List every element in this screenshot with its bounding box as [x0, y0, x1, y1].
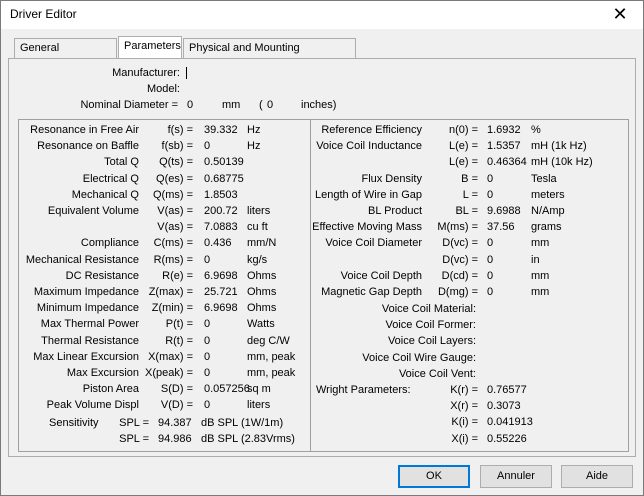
param-unit: kg/s — [247, 253, 268, 266]
param-value[interactable]: 7.0883 — [204, 221, 238, 234]
param-symbol: P(t) = — [165, 318, 193, 331]
param-symbol: S(D) = — [160, 383, 193, 396]
param-unit: % — [531, 124, 541, 136]
spl-symbol: SPL = — [119, 417, 149, 429]
window-title: Driver Editor — [10, 7, 77, 21]
nominal-diameter-mm-unit: mm — [222, 99, 241, 111]
param-symbol: R(ms) = — [153, 253, 193, 266]
param-label: Flux Density — [361, 172, 422, 185]
param-symbol: D(vc) = — [442, 237, 478, 250]
param-value[interactable]: 0.46364 — [487, 156, 527, 169]
param-unit: liters — [247, 399, 271, 412]
param-label: Total Q — [104, 156, 139, 169]
param-symbol: L(e) = — [448, 156, 478, 169]
param-label: BL Product — [367, 205, 422, 217]
param-symbol: Q(ms) = — [152, 188, 193, 201]
close-icon[interactable]: ✕ — [612, 4, 628, 24]
param-value[interactable]: 1.6932 — [487, 124, 521, 136]
help-button[interactable]: Aide — [561, 465, 633, 488]
param-value[interactable]: 6.9698 — [204, 269, 238, 282]
param-unit: deg C/W — [247, 334, 290, 347]
tab-physical-mounting[interactable]: Physical and Mounting — [183, 38, 356, 58]
param-value[interactable]: 0 — [204, 350, 211, 363]
spl-value[interactable]: 94.986 — [158, 433, 192, 445]
wright-parameters-label: Wright Parameters: — [316, 384, 411, 396]
param-unit: Watts — [247, 318, 275, 331]
param-unit: Hz — [247, 140, 261, 153]
param-label: Mechanical Resistance — [25, 253, 139, 266]
param-value[interactable]: 6.9698 — [204, 302, 238, 315]
param-label: Max Excursion — [66, 367, 139, 379]
wright-symbol: K(r) = — [450, 384, 478, 396]
wright-symbol: K(i) = — [451, 416, 478, 429]
param-value[interactable]: 25.721 — [204, 286, 238, 298]
param-value[interactable]: 200.72 — [204, 205, 238, 217]
param-unit: Tesla — [531, 172, 557, 185]
nominal-diameter-in-unit: inches) — [301, 99, 337, 111]
param-symbol: V(D) = — [160, 399, 193, 412]
nominal-diameter-label: Nominal Diameter = — [80, 99, 178, 111]
param-symbol: D(mg) = — [437, 286, 478, 298]
param-unit: in — [531, 253, 540, 266]
param-value[interactable]: 1.8503 — [204, 188, 238, 201]
param-value[interactable]: 0.68775 — [204, 172, 244, 185]
param-value[interactable]: 0.057256 — [204, 383, 250, 396]
param-symbol: D(cd) = — [441, 269, 478, 282]
param-symbol: Z(min) = — [151, 302, 193, 315]
wright-symbol: X(i) = — [451, 432, 478, 445]
param-symbol: n(0) = — [448, 124, 478, 136]
paren-open: ( — [259, 99, 263, 111]
param-symbol: V(as) = — [157, 205, 193, 217]
param-label: Equivalent Volume — [47, 205, 139, 217]
title-bar — [1, 1, 643, 29]
voice-coil-field-label: Voice Coil Wire Gauge: — [362, 351, 476, 364]
param-label: Piston Area — [82, 383, 139, 396]
param-unit: liters — [247, 205, 271, 217]
param-unit: meters — [531, 188, 565, 201]
param-unit: mm — [531, 269, 550, 282]
param-value[interactable]: 0 — [204, 399, 211, 412]
voice-coil-field-label: Voice Coil Material: — [381, 303, 476, 315]
param-symbol: f(s) = — [167, 124, 193, 136]
sensitivity-label: Sensitivity — [49, 417, 99, 429]
param-label: Compliance — [80, 237, 139, 250]
model-label: Model: — [146, 83, 180, 95]
param-value[interactable]: 0 — [204, 253, 211, 266]
param-symbol: D(vc) = — [442, 253, 478, 266]
param-unit: mH (1k Hz) — [531, 140, 587, 153]
param-symbol: L(e) = — [448, 140, 478, 153]
voice-coil-field-label: Voice Coil Vent: — [398, 367, 476, 380]
param-unit: mH (10k Hz) — [531, 156, 593, 169]
nominal-diameter-mm-value[interactable]: 0 — [187, 99, 194, 111]
param-value[interactable]: 0 — [204, 367, 211, 379]
param-symbol: Z(max) = — [148, 286, 193, 298]
param-unit: mm, peak — [247, 350, 296, 363]
param-value[interactable]: 0 — [487, 269, 494, 282]
param-unit: mm — [531, 237, 550, 250]
param-unit: sq m — [247, 383, 271, 396]
param-value[interactable]: 0 — [204, 334, 211, 347]
spl-unit: dB SPL (2.83Vrms) — [201, 433, 295, 445]
param-unit: mm/N — [247, 237, 277, 250]
param-value[interactable]: 9.6988 — [487, 205, 521, 217]
param-symbol: R(e) = — [162, 269, 193, 282]
param-label: Peak Volume Displ — [46, 399, 139, 412]
nominal-diameter-in-value[interactable]: 0 — [267, 99, 274, 111]
param-symbol: Q(es) = — [156, 172, 193, 185]
param-label: Minimum Impedance — [36, 302, 139, 315]
param-label: Resonance in Free Air — [30, 124, 139, 136]
param-label: Reference Efficiency — [321, 124, 422, 136]
param-symbol: V(as) = — [157, 221, 193, 234]
param-label: Max Linear Excursion — [33, 350, 139, 363]
param-symbol: X(peak) = — [145, 367, 193, 379]
param-label: Thermal Resistance — [41, 334, 139, 347]
spl-unit: dB SPL (1W/1m) — [201, 417, 284, 429]
wright-value[interactable]: 0.55226 — [487, 432, 527, 445]
param-symbol: M(ms) = — [437, 221, 478, 234]
param-label: Max Thermal Power — [40, 318, 139, 331]
param-symbol: BL = — [455, 205, 478, 217]
param-symbol: Q(ts) = — [159, 156, 193, 169]
param-value[interactable]: 0 — [204, 140, 211, 153]
param-value[interactable]: 1.5357 — [487, 140, 521, 153]
param-value[interactable]: 37.56 — [487, 221, 515, 234]
param-unit: Hz — [247, 124, 261, 136]
voice-coil-field-label: Voice Coil Former: — [385, 319, 476, 332]
param-value[interactable]: 0.436 — [204, 237, 232, 250]
param-value[interactable]: 0 — [487, 188, 494, 201]
param-label: Voice Coil Inductance — [316, 140, 422, 153]
wright-value[interactable]: 0.3073 — [487, 400, 521, 413]
param-unit: mm, peak — [247, 367, 296, 379]
param-symbol: C(ms) = — [153, 237, 193, 250]
param-label: Mechanical Q — [71, 188, 139, 201]
param-label: DC Resistance — [65, 269, 139, 282]
param-label: Magnetic Gap Depth — [321, 286, 422, 298]
param-symbol: X(max) = — [148, 350, 193, 363]
param-unit: cu ft — [247, 221, 268, 234]
param-value[interactable]: 0 — [487, 237, 494, 250]
param-unit: Ohms — [247, 286, 277, 298]
param-value[interactable]: 0 — [487, 253, 494, 266]
cancel-button[interactable]: Annuler — [480, 465, 552, 488]
manufacturer-label: Manufacturer: — [112, 67, 180, 79]
ok-button[interactable]: OK — [398, 465, 470, 488]
param-value[interactable]: 0 — [487, 286, 494, 298]
param-symbol: f(sb) = — [161, 140, 193, 153]
manufacturer-field[interactable] — [186, 67, 187, 79]
param-unit: mm — [531, 286, 550, 298]
param-unit: Ohms — [247, 302, 277, 315]
param-label: Effective Moving Mass — [312, 221, 422, 234]
param-label: Voice Coil Diameter — [325, 237, 422, 250]
param-unit: Ohms — [247, 269, 277, 282]
tab-parameters[interactable]: Parameters — [118, 36, 182, 58]
param-label: Electrical Q — [82, 172, 139, 185]
param-symbol: R(t) = — [165, 334, 193, 347]
param-unit: grams — [531, 221, 562, 234]
param-value[interactable]: 0.50139 — [204, 156, 244, 169]
tab-general-information[interactable]: General — [14, 38, 117, 58]
param-symbol: B = — [461, 172, 478, 185]
param-value[interactable]: 0 — [204, 318, 211, 331]
param-value[interactable]: 39.332 — [204, 124, 238, 136]
voice-coil-field-label: Voice Coil Layers: — [387, 335, 476, 348]
param-unit: N/Amp — [531, 205, 565, 217]
spl-symbol: SPL = — [119, 433, 149, 445]
param-symbol: L = — [462, 188, 478, 201]
wright-value[interactable]: 0.041913 — [487, 416, 533, 429]
param-value[interactable]: 0 — [487, 172, 494, 185]
param-label: Length of Wire in Gap — [314, 188, 422, 201]
param-label: Voice Coil Depth — [340, 269, 422, 282]
param-label: Resonance on Baffle — [37, 140, 139, 153]
param-label: Maximum Impedance — [33, 286, 139, 298]
wright-value[interactable]: 0.76577 — [487, 384, 527, 396]
wright-symbol: X(r) = — [450, 400, 478, 413]
spl-value[interactable]: 94.387 — [158, 417, 192, 429]
